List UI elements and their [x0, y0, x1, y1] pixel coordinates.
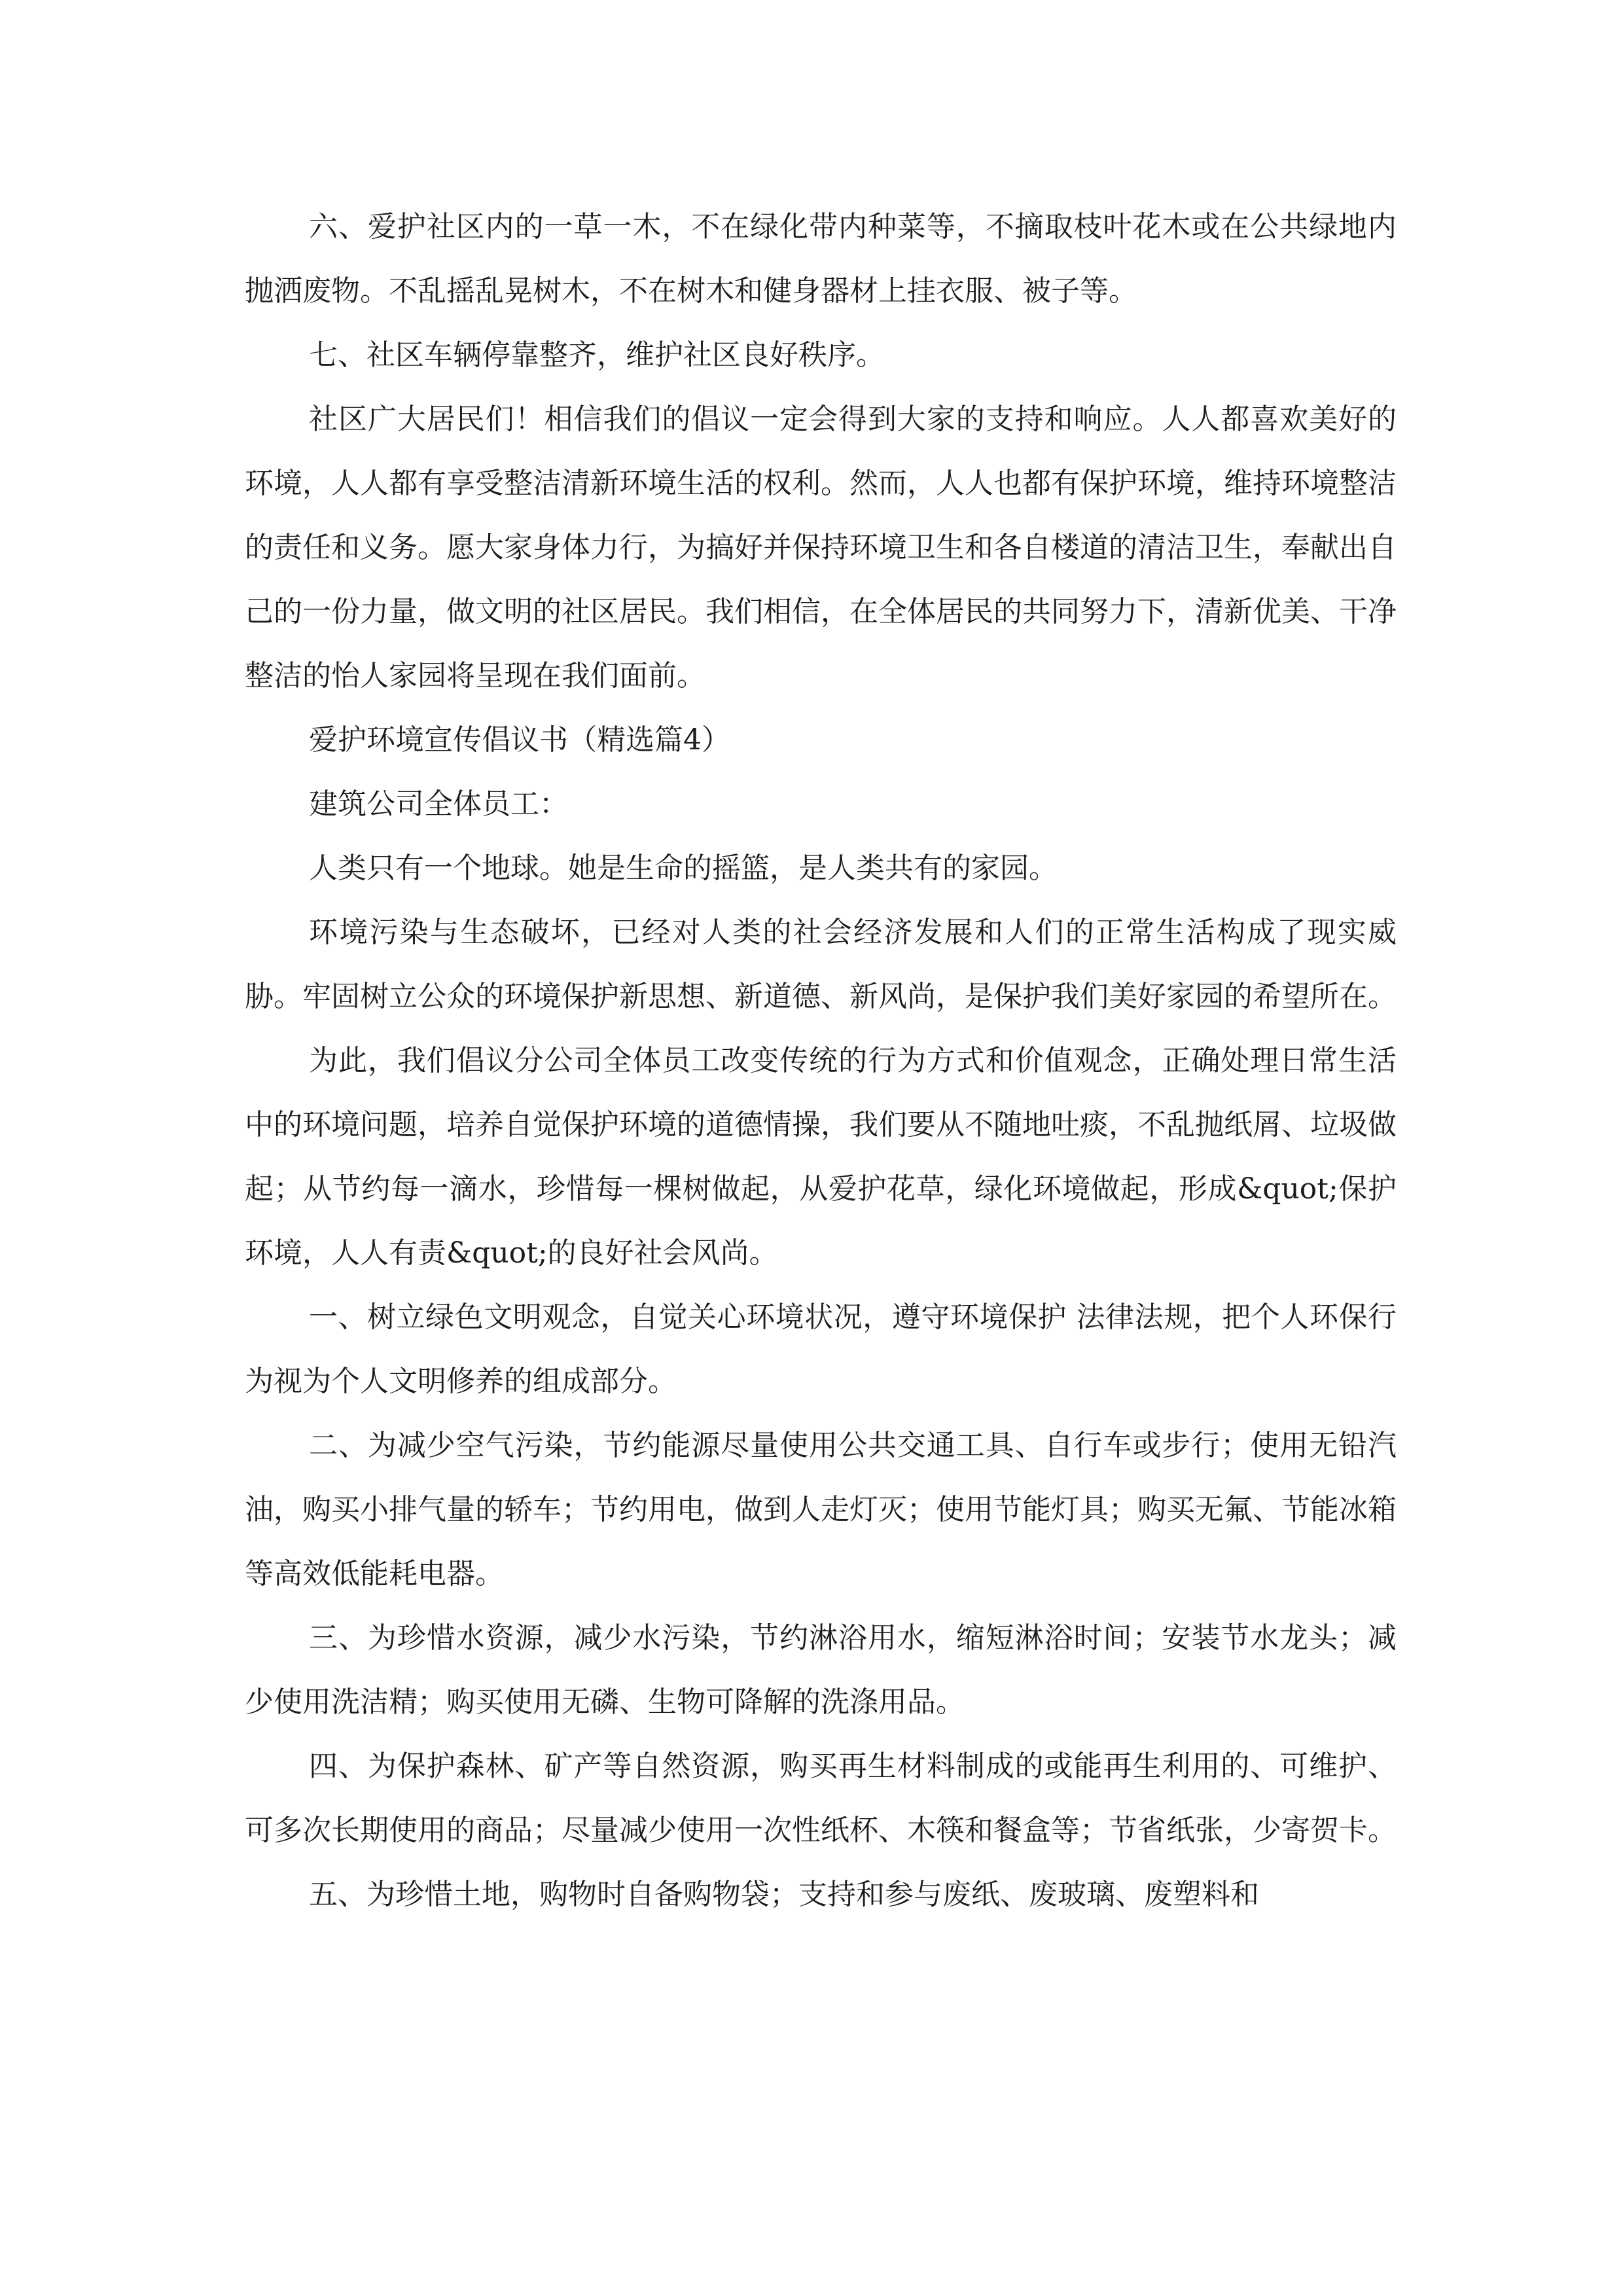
paragraph-item-7-parking-order: 七、社区车辆停靠整齐，维护社区良好秩序。	[309, 338, 885, 372]
paragraph-item-6-care-greenery: 六、爱护社区内的一草一木，不在绿化带内种菜等，不摘取枝叶花木或在公共绿地内抛洒废物。不乱摇乱晃树木，不在树木和健身器材上挂衣服、被子等。	[245, 210, 1397, 308]
section-heading: 爱护环境宣传倡议书（精选篇4）	[309, 723, 730, 757]
paragraph-item-3-water: 三、为珍惜水资源，减少水污染，节约淋浴用水，缩短淋浴时间；安装节水龙头；减少使用洗洁精；购买使用无磷、生物可降解的洗涤用品。	[245, 1621, 1397, 1719]
paragraph-item-5-land: 五、为珍惜土地，购物时自备购物袋；支持和参与废纸、废玻璃、废塑料和	[309, 1878, 1259, 1911]
paragraph-initiative: 为此，我们倡议分公司全体员工改变传统的行为方式和价值观念，正确处理日常生活中的环境问题，培养自觉保护环境的道德情操，我们要从不随地吐痰，不乱抛纸屑、垃圾做起；从节约每一滴水，珍惜每一棵树做起，从爱护花草，绿化环境做起，形成&quot;保护环境，人人有责&quot;的良好社会风尚。	[245, 1044, 1397, 1270]
paragraph-item-1-green-civilization: 一、树立绿色文明观念，自觉关心环境状况，遵守环境保护 法律法规，把个人环保行为视为个人文明修养的组成部分。	[245, 1300, 1397, 1398]
paragraph-item-4-resources: 四、为保护森林、矿产等自然资源，购买再生材料制成的或能再生利用的、可维护、可多次长期使用的商品；尽量减少使用一次性纸杯、木筷和餐盒等；节省纸张，少寄贺卡。	[245, 1749, 1397, 1847]
paragraph-appeal-residents: 社区广大居民们！相信我们的倡议一定会得到大家的支持和响应。人人都喜欢美好的环境，人人都有享受整洁清新环境生活的权利。然而，人人也都有保护环境，维持环境整洁的责任和义务。愿大家身体力行，为搞好并保持环境卫生和各自楼道的清洁卫生，奉献出自己的一份力量，做文明的社区居民。我们相信，在全体居民的共同努力下，清新优美、干净整洁的怡人家园将呈现在我们面前。	[245, 403, 1397, 692]
document-body	[245, 195, 1397, 1927]
paragraph-pollution-threat: 环境污染与生态破坏，已经对人类的社会经济发展和人们的正常生活构成了现实威胁。牢固树立公众的环境保护新思想、新道德、新风尚，是保护我们美好家园的希望所在。	[245, 916, 1397, 1013]
salutation: 建筑公司全体员工：	[309, 787, 568, 821]
paragraph-one-earth: 人类只有一个地球。她是生命的摇篮，是人类共有的家园。	[309, 852, 1058, 885]
paragraph-item-2-air-pollution: 二、为减少空气污染，节约能源尽量使用公共交通工具、自行车或步行；使用无铅汽油，购买小排气量的轿车；节约用电，做到人走灯灭；使用节能灯具；购买无氟、节能冰箱等高效低能耗电器。	[245, 1429, 1397, 1590]
